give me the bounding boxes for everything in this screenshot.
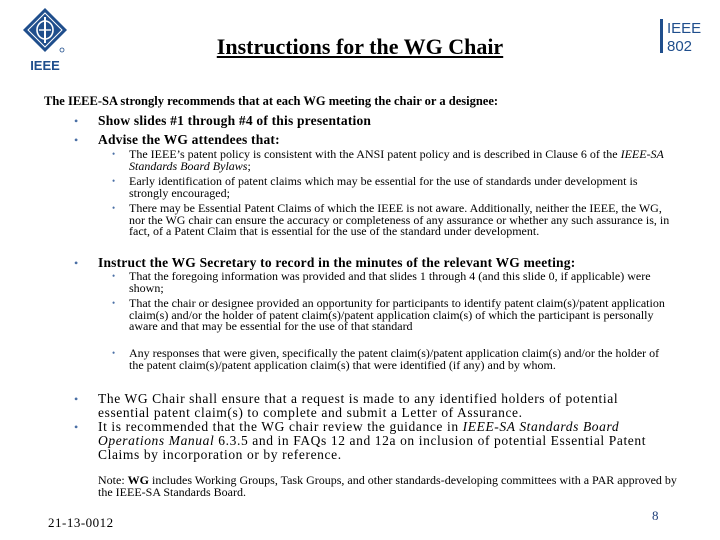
- list-item-text: Instruct the WG Secretary to record in the minutes of the relevant WG meeting:: [98, 255, 576, 270]
- sub-item-responses: [112, 348, 674, 371]
- list-item-show-slides: [74, 114, 674, 128]
- sub-item-unknown-claims: [112, 203, 674, 238]
- bullet-dot-icon: •: [112, 203, 116, 213]
- sub-item-text-end: ;: [247, 158, 251, 173]
- ieee-802-logo-text-bottom: 802: [667, 38, 693, 55]
- document-number: 21-13-0012: [48, 515, 114, 530]
- bullet-dot-icon: •: [74, 420, 79, 434]
- note-text: includes Working Groups, Task Groups, and other standards-developing committees with a PAR approved by the IEEE-SA Standards Board.: [98, 473, 677, 499]
- bullet-dot-icon: •: [74, 256, 79, 270]
- note-wg-term: WG: [127, 473, 150, 487]
- bullet-dot-icon: •: [112, 271, 116, 281]
- bullet-dot-icon: •: [74, 114, 79, 128]
- sub-item-text: That the chair or designee provided an opportunity for participants to identify patent claim(s)/patent application claim(s) and/or the holder of patent claim(s)/patent application claim(s) of which the participant is personally aware and that may be essential for the use of that standard: [129, 296, 665, 333]
- bullet-dot-icon: •: [74, 392, 79, 406]
- sub-item-text: There may be Essential Patent Claims of which the IEEE is not aware. Additionally, neither the IEEE, the WG, nor the WG chair can ensure the accuracy or completeness of any assurance or whether any such assurance is, in fact, of a Patent Claim that is essential for the use of the standard under development.: [129, 201, 670, 238]
- bullet-dot-icon: •: [112, 348, 116, 358]
- intro-text: The IEEE-SA strongly recommends that at each WG meeting the chair or a designee:: [44, 94, 499, 108]
- list-item-advise-attendees: [74, 133, 674, 147]
- bullet-dot-icon: •: [112, 176, 116, 186]
- page-number: 8: [652, 508, 659, 523]
- sub-item-information-provided: [112, 271, 674, 294]
- operations-manual-reference: IEEE-SA Standards Board Operations Manual: [98, 419, 620, 448]
- footnote: [98, 474, 678, 498]
- ieee-802-logo-text-top: IEEE: [667, 20, 702, 37]
- list-item-text: Advise the WG attendees that:: [98, 132, 280, 147]
- bullet-dot-icon: •: [112, 298, 116, 308]
- list-item-text: The WG Chair shall ensure that a request is made to any identified holders of potential essential patent claim(s) to complete and submit a Letter of Assurance.: [98, 391, 619, 420]
- bullet-dot-icon: •: [112, 149, 116, 159]
- page-title: [0, 34, 720, 60]
- page-title-text: Instructions for the WG Chair: [216, 34, 504, 59]
- ieee-logo-text: IEEE: [30, 58, 60, 73]
- sub-item-text: The IEEE’s patent policy is consistent with the ANSI patent policy and is described in Clause 6 of the: [129, 147, 621, 161]
- list-item-text-end: 6.3.5 and in FAQs 12 and 12a on inclusion of potential Essential Patent Claims by incorporation or by reference.: [98, 433, 647, 462]
- list-item-instruct-secretary: [74, 256, 674, 270]
- sub-item-text: Any responses that were given, specifically the patent claim(s)/patent application claim(s) and/or the holder of the patent claim(s)/patent application claim(s) that were identified (if any) and by whom.: [129, 346, 660, 372]
- list-item-text: Show slides #1 through #4 of this presentation: [98, 113, 372, 128]
- sub-item-opportunity-provided: [112, 298, 674, 333]
- sub-item-text: That the foregoing information was provided and that slides 1 through 4 (and this slide 0, if applicable) were shown;: [129, 269, 651, 295]
- list-item-guidance: [74, 420, 674, 462]
- sub-item-early-identification: [112, 176, 674, 199]
- list-item-letter-of-assurance: [74, 392, 674, 420]
- note-prefix: Note:: [98, 473, 128, 487]
- bullet-dot-icon: •: [74, 133, 79, 147]
- sub-item-patent-policy: [112, 149, 674, 172]
- sub-item-text: Early identification of patent claims which may be essential for the use of standards under development is strongly encouraged;: [129, 174, 638, 200]
- bylaws-reference: IEEE-SA Standards Board Bylaws: [129, 147, 664, 173]
- list-item-text: It is recommended that the WG chair review the guidance in: [98, 419, 463, 434]
